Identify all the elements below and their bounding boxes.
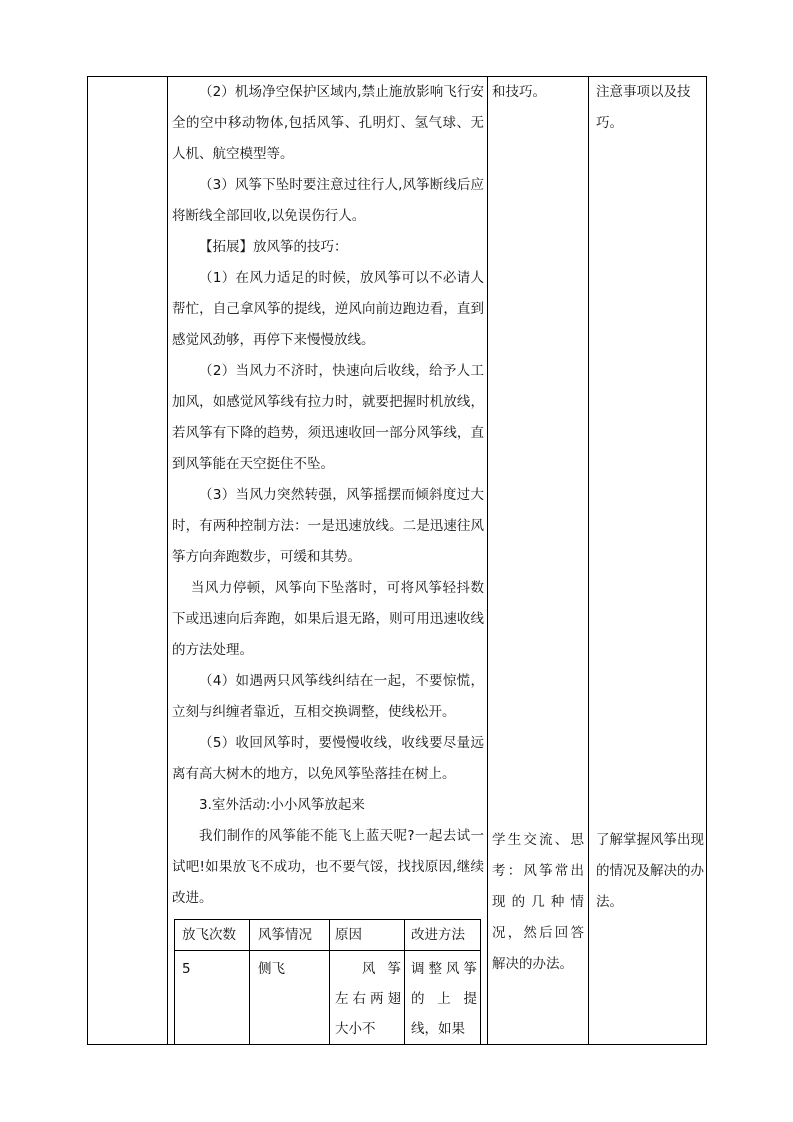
paragraph: （3）风筝下坠时要注意过往行人,风筝断线后应将断线全部回收,以免误伤行人。 xyxy=(172,177,484,224)
section-heading: 3.室外活动:小小风筝放起来 xyxy=(199,797,365,813)
col3-bottom xyxy=(492,825,584,980)
inner-col-divider-3 xyxy=(404,919,405,1044)
col4-top-text: 注意事项以及技巧。 xyxy=(596,84,691,131)
paragraph: （3）当风力突然转强，风筝摇摆而倾斜度过大时，有两种控制方法：一是迅速放线。二是迅速往风筝方向奔跑数步，可缓和其势。 xyxy=(172,487,484,565)
inner-fix-text: 调整风筝的上提线，如果 xyxy=(411,961,477,1037)
paragraph: 当风力停顿，风筝向下坠落时，可将风筝轻抖数下或迅速向后奔跑，如果后退无路，则可用迅速收线的方法处理。 xyxy=(172,580,484,658)
inner-border-right xyxy=(480,919,481,1044)
paragraph: 【拓展】放风筝的技巧： xyxy=(199,239,348,255)
table-border-left xyxy=(87,76,88,1045)
col3-top xyxy=(492,77,584,108)
paragraph: （5）收回风筝时，要慢慢收线，收线要尽量远离有高大树木的地方，以免风筝坠落挂在树上。 xyxy=(172,735,484,782)
table-border-bottom xyxy=(87,1044,707,1045)
inner-col-divider-2 xyxy=(329,919,330,1044)
inner-header-cell: 改进方法 xyxy=(411,927,465,943)
inner-col-divider-1 xyxy=(249,919,250,1044)
col3-top-text: 和技巧。 xyxy=(492,84,546,100)
inner-reason-text: 风筝左右两翅大小不 xyxy=(335,961,401,1037)
inner-header-cell: 放飞次数 xyxy=(182,927,236,943)
inner-row-cell: 5 xyxy=(182,961,191,977)
inner-header-cell: 风筝情况 xyxy=(258,927,312,943)
table-col-divider-1 xyxy=(167,76,168,1045)
col4-top xyxy=(596,77,704,139)
inner-row-cell xyxy=(335,954,401,1044)
col4-bottom xyxy=(596,825,704,918)
paragraph: （1）在风力适足的时候，放风筝可以不必请人帮忙，自己拿风筝的提线，逆风向前边跑边看，直到感觉风劲够，再停下来慢慢放线。 xyxy=(172,270,484,348)
inner-table xyxy=(174,919,481,1044)
col3-bottom-text: 学生交流、思考：风筝常出现的几种情况，然后回答解决的办法。 xyxy=(492,832,584,972)
inner-row-cell: 侧飞 xyxy=(258,961,285,977)
inner-border-left xyxy=(174,919,175,1044)
inner-header-divider xyxy=(174,950,481,951)
paragraph: （2）当风力不济时，快速向后收线，给予人工加风，如感觉风筝线有拉力时，就要把握时机放线，若风筝有下降的趋势，须迅速收回一部分风筝线，直到风筝能在天空挺住不坠。 xyxy=(172,363,484,472)
table-col-divider-2 xyxy=(487,76,488,1045)
main-content xyxy=(172,77,484,914)
table-col-divider-3 xyxy=(588,76,589,1045)
col4-bottom-text: 了解掌握风筝出现的情况及解决的办法。 xyxy=(596,832,704,910)
paragraph: （4）如遇两只风筝线纠结在一起，不要惊慌，立刻与纠缠者靠近，互相交换调整，使线松开。 xyxy=(172,673,484,720)
inner-header-cell: 原因 xyxy=(335,927,362,943)
paragraph: 我们制作的风筝能不能飞上蓝天呢?一起去试一试吧!如果放飞不成功，也不要气馁，找找原因,继续改进。 xyxy=(172,828,484,906)
table-border-right xyxy=(706,76,707,1045)
inner-row-cell xyxy=(411,954,477,1044)
paragraph: （2）机场净空保护区域内,禁止施放影响飞行安全的空中移动物体,包括风筝、孔明灯、氢气球、无人机、航空模型等。 xyxy=(172,84,484,162)
